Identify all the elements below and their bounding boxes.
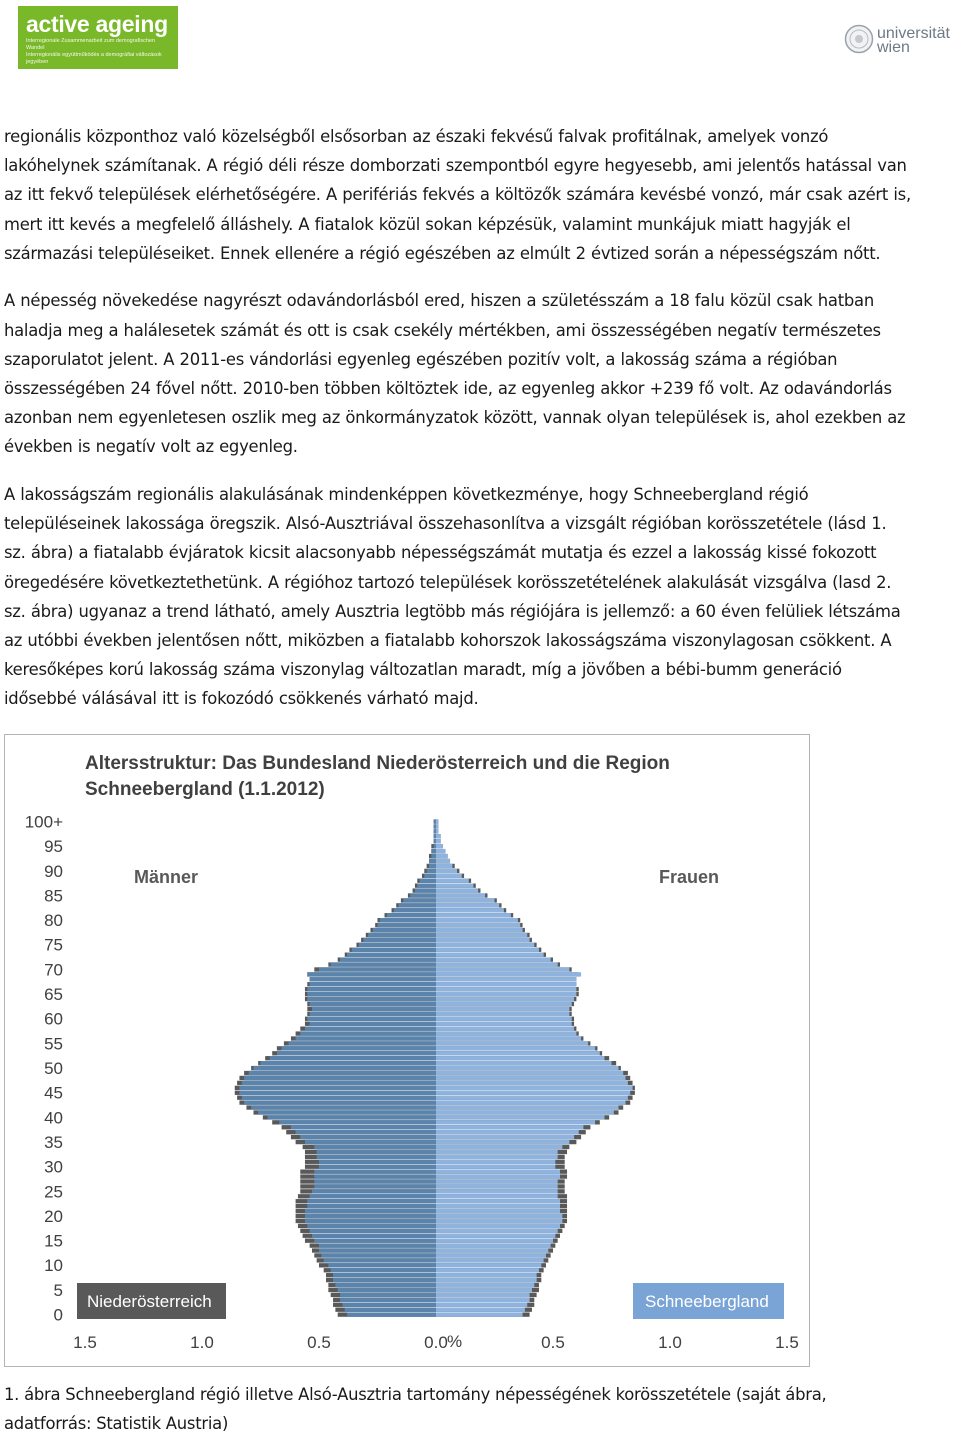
bar-schneebergland-men <box>359 943 436 947</box>
bar-schneebergland-men <box>310 982 436 986</box>
bar-schneebergland-men <box>305 1219 436 1223</box>
bar-schneebergland-women <box>436 1115 604 1119</box>
y-tick-label: 60 <box>44 1009 63 1029</box>
y-tick-label: 35 <box>44 1133 63 1152</box>
population-pyramid-chart <box>5 735 809 1366</box>
bar-schneebergland-men <box>300 1135 436 1139</box>
logo-tagline-1: Interregionale Zusammenarbeit zum demografischen Wandel <box>26 38 156 51</box>
bar-schneebergland-women <box>436 1026 574 1030</box>
bar-schneebergland-women <box>436 1081 628 1085</box>
bar-schneebergland-men <box>296 1036 436 1040</box>
paragraph-line: A lakosságszám regionális alakulásának mindenképpen következménye, hogy Schneebergland régió <box>4 485 809 505</box>
bar-schneebergland-men <box>363 938 436 942</box>
bar-schneebergland-women <box>436 933 527 937</box>
bar-schneebergland-men <box>314 1145 436 1149</box>
bar-schneebergland-men <box>321 1253 436 1257</box>
y-tick-label: 0 <box>53 1305 63 1325</box>
paragraph-2 <box>4 286 954 461</box>
university-name-line-1: universität <box>877 25 950 42</box>
bar-schneebergland-men <box>335 1283 436 1287</box>
bar-schneebergland-women <box>436 864 452 868</box>
bar-schneebergland-women <box>436 1263 541 1267</box>
chart-title-line-1: Altersstruktur: Das Bundesland Niederösterreich und die Region <box>85 753 670 774</box>
bar-schneebergland-women <box>436 893 485 897</box>
bar-schneebergland-men <box>268 1115 436 1119</box>
bar-schneebergland-women <box>436 1091 630 1095</box>
paragraph-line: öregedésére következtethetünk. A régióhoz tartozó települések korösszetételének alakulását vizsgálva (lasd 2. <box>4 572 892 592</box>
bar-schneebergland-men <box>312 1007 436 1011</box>
bar-schneebergland-men <box>300 1031 436 1035</box>
bar-schneebergland-men <box>328 1263 436 1267</box>
active-ageing-logo <box>18 6 178 69</box>
bar-schneebergland-women <box>436 819 438 823</box>
bar-schneebergland-men <box>331 962 436 966</box>
bar-schneebergland-women <box>436 982 576 986</box>
bar-schneebergland-women <box>436 1145 562 1149</box>
bar-schneebergland-women <box>436 1076 626 1080</box>
bar-schneebergland-men <box>270 1056 436 1060</box>
paragraph-line: az utóbbi években jelentősen nőtt, miközben a fiatalabb kohorszok lakosságszáma viszonylagosan csökkent. A <box>4 631 892 651</box>
bar-schneebergland-women <box>436 923 520 927</box>
bar-schneebergland-men <box>434 839 436 843</box>
bar-schneebergland-men <box>310 1194 436 1198</box>
bar-schneebergland-men <box>380 918 436 922</box>
bar-schneebergland-women <box>436 1041 588 1045</box>
bar-schneebergland-women <box>436 879 469 883</box>
bar-schneebergland-men <box>307 1204 436 1208</box>
legend-niederosterreich <box>77 1283 226 1319</box>
y-tick-label: 65 <box>44 985 63 1004</box>
bar-schneebergland-women <box>436 1071 623 1075</box>
bar-schneebergland-men <box>434 824 436 828</box>
bar-schneebergland-women <box>436 928 523 932</box>
caption-line-1: 1. ábra Schneebergland régió illetve Alsó-Ausztria tartomány népességének korösszetétele (saját ábra, <box>4 1385 827 1404</box>
bar-schneebergland-men <box>434 844 436 848</box>
body-text <box>4 122 954 732</box>
x-tick-label: 1.0 <box>190 1333 214 1352</box>
bar-schneebergland-men <box>340 957 436 961</box>
bar-schneebergland-women <box>436 898 495 902</box>
y-tick-label: 100+ <box>24 812 63 832</box>
y-tick-label: 70 <box>44 960 63 980</box>
bar-schneebergland-women <box>436 1066 619 1070</box>
bar-schneebergland-men <box>314 1184 436 1188</box>
bar-schneebergland-men <box>305 1140 436 1144</box>
bar-schneebergland-men <box>305 1209 436 1213</box>
bar-schneebergland-women <box>436 1298 530 1302</box>
bar-schneebergland-men <box>429 864 436 868</box>
bar-schneebergland-women <box>436 1268 539 1272</box>
paragraph-line: haladja meg a halálesetek számát és ott is csak csekély mértékben, ami összességében negatív természetes <box>4 320 881 340</box>
bar-schneebergland-women <box>436 1096 628 1100</box>
bar-schneebergland-women <box>436 1135 574 1139</box>
bar-schneebergland-men <box>333 1273 436 1277</box>
bar-schneebergland-women <box>436 997 574 1001</box>
bar-schneebergland-men <box>387 913 436 917</box>
y-tick-label: 10 <box>44 1256 63 1276</box>
bar-schneebergland-men <box>310 1229 436 1233</box>
bar-schneebergland-women <box>436 1229 558 1233</box>
bar-schneebergland-men <box>434 834 436 838</box>
y-tick-label: 50 <box>44 1059 63 1078</box>
bar-schneebergland-women <box>436 1194 558 1198</box>
legend-schneebergland-label: Schneebergland <box>645 1292 769 1311</box>
bar-schneebergland-women <box>436 962 558 966</box>
paragraph-line: településeinek lakossága öregszik. Alsó-Ausztriával összehasonlítva a vizsgált régióban korösszetétele (lásd 1. <box>4 514 887 534</box>
bar-schneebergland-men <box>347 953 436 957</box>
bar-schneebergland-men <box>279 1120 436 1124</box>
legend-schneebergland <box>633 1283 784 1319</box>
x-tick-label: 1.0 <box>658 1333 682 1352</box>
bar-schneebergland-women <box>436 1189 558 1193</box>
bar-schneebergland-men <box>307 972 436 976</box>
bar-schneebergland-men <box>403 898 436 902</box>
bar-schneebergland-men <box>239 1086 436 1090</box>
paragraph-line: sz. ábra) a fiatalabb évjáratok kicsit alacsonyabb népességszámát mutatja és ezzel a lakosság kissé fokozott <box>4 543 877 563</box>
bar-schneebergland-women <box>436 1061 612 1065</box>
chart-title-line-2: Schneebergland (1.1.2012) <box>85 779 325 800</box>
bar-schneebergland-men <box>338 1288 436 1292</box>
bar-schneebergland-men <box>415 888 436 892</box>
paragraph-line: sz. ábra) ugyanaz a trend látható, amely Ausztria legtöbb más régiójára is jellemző: a 60 éven felüliek létszáma <box>4 601 901 621</box>
bar-schneebergland-women <box>436 1243 551 1247</box>
x-axis-unit: % <box>447 1332 463 1351</box>
paragraph-line: szaporulatot jelent. A 2011-es vándorlási egyenleg egészében pozitív volt, a lakosság száma a régióban <box>4 349 838 369</box>
bar-schneebergland-men <box>410 893 436 897</box>
women-label: Frauen <box>659 867 720 887</box>
bar-schneebergland-women <box>436 1051 600 1055</box>
y-tick-label: 30 <box>44 1157 63 1177</box>
bar-schneebergland-women <box>436 1046 595 1050</box>
paragraph-line: mert itt kevés a megfelelő álláshely. A fiatalok közül sokan képzésük, valamint munkájuk miatt hagyják el <box>4 214 851 234</box>
bar-schneebergland-women <box>436 987 576 991</box>
bar-schneebergland-men <box>307 1224 436 1228</box>
bar-schneebergland-men <box>420 879 436 883</box>
bar-schneebergland-men <box>319 1165 436 1169</box>
bar-schneebergland-women <box>436 1105 619 1109</box>
bar-schneebergland-women <box>436 1283 534 1287</box>
bar-schneebergland-women <box>436 1184 558 1188</box>
x-tick-label: 1.5 <box>775 1333 799 1352</box>
y-tick-label: 25 <box>44 1182 63 1202</box>
bar-schneebergland-men <box>277 1051 436 1055</box>
bar-schneebergland-women <box>436 992 576 996</box>
bar-schneebergland-women <box>436 1169 560 1173</box>
bar-schneebergland-men <box>305 1026 436 1030</box>
y-tick-label: 90 <box>44 861 63 881</box>
pyramid-bars <box>235 819 635 1316</box>
bar-schneebergland-men <box>347 1312 436 1316</box>
bar-schneebergland-women <box>436 908 504 912</box>
bar-schneebergland-men <box>307 1017 436 1021</box>
paragraph-line: idősebbé válásával itt is fokozódó csökkenés várható majd. <box>4 689 479 709</box>
bar-schneebergland-women <box>436 1312 523 1316</box>
bar-schneebergland-men <box>319 967 436 971</box>
bar-schneebergland-men <box>310 1012 436 1016</box>
y-tick-label: 15 <box>44 1231 63 1251</box>
bar-schneebergland-men <box>282 1046 436 1050</box>
bar-schneebergland-women <box>436 918 518 922</box>
bar-schneebergland-men <box>429 859 436 863</box>
bar-schneebergland-women <box>436 1056 604 1060</box>
y-tick-label: 80 <box>44 911 63 931</box>
university-name-line-2: wien <box>877 39 910 56</box>
bar-schneebergland-men <box>378 923 437 927</box>
legend-niederosterreich-label: Niederösterreich <box>87 1292 212 1311</box>
bar-schneebergland-men <box>424 874 436 878</box>
y-axis-ticks <box>25 813 63 1325</box>
logo-tagline-2: Interregionális együttműködés a demográfiai változások jegyében <box>26 52 162 65</box>
bar-schneebergland-men <box>319 1248 436 1252</box>
bar-schneebergland-men <box>312 1189 436 1193</box>
bar-schneebergland-men <box>352 948 436 952</box>
bar-schneebergland-women <box>436 1199 560 1203</box>
bar-schneebergland-women <box>436 1022 572 1026</box>
page-header <box>0 0 960 80</box>
bar-schneebergland-men <box>310 1022 436 1026</box>
bar-schneebergland-men <box>417 884 436 888</box>
bar-schneebergland-women <box>436 1140 569 1144</box>
bar-schneebergland-men <box>244 1100 436 1104</box>
bar-schneebergland-women <box>436 1288 532 1292</box>
bar-schneebergland-men <box>307 987 436 991</box>
bar-schneebergland-women <box>436 1224 560 1228</box>
bar-schneebergland-women <box>436 1308 525 1312</box>
bar-schneebergland-men <box>394 908 436 912</box>
bar-schneebergland-women <box>436 884 473 888</box>
bar-schneebergland-men <box>244 1076 436 1080</box>
bar-schneebergland-women <box>436 829 438 833</box>
x-tick-label: 0.5 <box>307 1333 331 1352</box>
y-tick-label: 20 <box>44 1206 63 1226</box>
bar-schneebergland-men <box>242 1096 436 1100</box>
bar-schneebergland-women <box>436 953 544 957</box>
bar-schneebergland-men <box>310 977 436 981</box>
y-tick-label: 75 <box>44 935 63 955</box>
logo-wordmark: active ageing <box>26 11 168 37</box>
bar-schneebergland-men <box>314 1179 436 1183</box>
bar-schneebergland-women <box>436 1017 572 1021</box>
bar-schneebergland-men <box>258 1110 436 1114</box>
bar-schneebergland-women <box>436 957 551 961</box>
bar-schneebergland-women <box>436 1253 546 1257</box>
bar-schneebergland-women <box>436 1248 548 1252</box>
bar-schneebergland-women <box>436 938 530 942</box>
bar-schneebergland-women <box>436 1130 579 1134</box>
bar-schneebergland-women <box>436 1165 555 1169</box>
bar-schneebergland-women <box>436 1204 560 1208</box>
bar-schneebergland-women <box>436 888 478 892</box>
bar-schneebergland-men <box>305 1214 436 1218</box>
bar-schneebergland-men <box>251 1105 436 1109</box>
paragraph-line: A népesség növekedése nagyrészt odavándorlásból ered, hiszen a születésszám a 18 falu közül csak hatban <box>4 291 874 311</box>
bar-schneebergland-men <box>368 933 436 937</box>
bar-schneebergland-men <box>434 819 436 823</box>
caption-line-2: adatforrás: Statistik Austria) <box>4 1414 229 1434</box>
population-pyramid-figure <box>4 734 810 1367</box>
bar-schneebergland-women <box>436 1239 553 1243</box>
bar-schneebergland-men <box>324 1258 436 1262</box>
bar-schneebergland-women <box>436 903 499 907</box>
bar-schneebergland-women <box>436 1125 583 1129</box>
bar-schneebergland-men <box>431 854 436 858</box>
bar-schneebergland-men <box>307 1199 436 1203</box>
bar-schneebergland-men <box>342 1303 436 1307</box>
bar-schneebergland-women <box>436 967 569 971</box>
bar-schneebergland-women <box>436 977 576 981</box>
y-tick-label: 85 <box>44 886 63 906</box>
bar-schneebergland-women <box>436 1219 562 1223</box>
bar-schneebergland-men <box>307 997 436 1001</box>
bar-schneebergland-women <box>436 1007 569 1011</box>
bar-schneebergland-men <box>296 1130 436 1134</box>
paragraph-line: években is negatív volt az egyenleg. <box>4 437 298 457</box>
bar-schneebergland-women <box>436 1174 560 1178</box>
paragraph-line: lakóhelynek számítanak. A régió déli része domborzati szempontból egyre hegyesebb, ami jelentős hatással van <box>4 156 907 176</box>
bar-schneebergland-men <box>314 1174 436 1178</box>
bar-schneebergland-women <box>436 859 450 863</box>
paragraph-line: azonban nem egyenletesen oszlik meg az önkormányzatok között, vannak olyan települések is, ahol ezekben az <box>4 408 906 428</box>
x-tick-label: 0.5 <box>541 1333 565 1352</box>
bar-schneebergland-men <box>242 1081 436 1085</box>
bar-schneebergland-women <box>436 824 438 828</box>
bar-schneebergland-women <box>436 1278 537 1282</box>
bar-schneebergland-women <box>436 1100 626 1104</box>
bar-schneebergland-men <box>434 829 436 833</box>
bar-schneebergland-women <box>436 844 443 848</box>
y-tick-label: 95 <box>44 837 63 857</box>
bar-schneebergland-women <box>436 1160 555 1164</box>
bar-schneebergland-women <box>436 1120 595 1124</box>
bar-schneebergland-women <box>436 849 445 853</box>
bar-schneebergland-men <box>249 1071 436 1075</box>
bar-schneebergland-women <box>436 1209 560 1213</box>
paragraph-line: regionális központhoz való közelségből elsősorban az északi fekvésű falvak profitálnak, amelyek vonzó <box>4 127 829 146</box>
bar-schneebergland-men <box>333 1278 436 1282</box>
y-tick-label: 45 <box>44 1083 63 1103</box>
bar-schneebergland-men <box>253 1066 436 1070</box>
bar-schneebergland-men <box>319 1243 436 1247</box>
university-name <box>877 27 950 55</box>
paragraph-3 <box>4 480 954 714</box>
bar-schneebergland-men <box>340 1293 436 1297</box>
y-tick-label: 5 <box>53 1280 63 1300</box>
paragraph-1 <box>4 122 954 268</box>
y-tick-label: 55 <box>44 1034 63 1054</box>
paragraph-line: keresőképes korú lakosság száma viszonylag változatlan maradt, míg a jövőben a bébi-bumm generáció <box>4 660 842 680</box>
bar-schneebergland-women <box>436 943 534 947</box>
bar-schneebergland-women <box>436 913 511 917</box>
x-axis-ticks <box>73 1333 799 1352</box>
bar-schneebergland-women <box>436 1303 527 1307</box>
bar-schneebergland-women <box>436 1234 555 1238</box>
bar-schneebergland-men <box>314 1239 436 1243</box>
bar-schneebergland-men <box>431 849 436 853</box>
bar-schneebergland-men <box>331 1268 436 1272</box>
bar-schneebergland-men <box>307 992 436 996</box>
bar-schneebergland-women <box>436 948 539 952</box>
men-label: Männer <box>134 867 199 887</box>
bar-schneebergland-women <box>436 1012 569 1016</box>
bar-schneebergland-women <box>436 1258 544 1262</box>
bar-schneebergland-men <box>317 1150 436 1154</box>
paragraph-line: összességében 24 fővel nőtt. 2010-ben többen költöztek ide, az egyenleg akkor +239 fő volt. Az odavándorlás <box>4 379 892 399</box>
bar-schneebergland-women <box>436 834 441 838</box>
bar-schneebergland-men <box>317 1155 436 1159</box>
bar-schneebergland-women <box>436 1179 558 1183</box>
figure-caption <box>4 1380 954 1438</box>
bar-schneebergland-women <box>436 1036 581 1040</box>
bar-schneebergland-women <box>436 1150 558 1154</box>
bar-schneebergland-men <box>291 1125 436 1129</box>
bar-schneebergland-women <box>436 1110 614 1114</box>
bar-schneebergland-men <box>340 1298 436 1302</box>
paragraph-line: az itt fekvő települések elérhetőségére. A perifériás fekvés a költözők számára kevésbé vonzó, már csak azért is, <box>4 185 911 205</box>
x-tick-label: 0.0 <box>424 1333 448 1352</box>
bar-schneebergland-men <box>427 869 436 873</box>
bar-schneebergland-women <box>436 1002 572 1006</box>
bar-schneebergland-women <box>436 972 581 976</box>
bar-schneebergland-men <box>289 1041 436 1045</box>
bar-schneebergland-women <box>436 839 441 843</box>
bar-schneebergland-men <box>314 1169 436 1173</box>
bar-schneebergland-men <box>239 1091 436 1095</box>
bar-schneebergland-women <box>436 1155 558 1159</box>
paragraph-line: származási településeiket. Ennek ellenére a régió egészében az elmúlt 2 évtized során a népességszám nőtt. <box>4 243 881 263</box>
university-seal-icon <box>844 24 874 54</box>
bar-schneebergland-men <box>312 1234 436 1238</box>
bar-schneebergland-men <box>399 903 436 907</box>
bar-schneebergland-women <box>436 1086 633 1090</box>
bar-schneebergland-women <box>436 1031 576 1035</box>
y-tick-label: 40 <box>44 1108 63 1128</box>
bar-schneebergland-men <box>373 928 436 932</box>
universitat-wien-logo <box>844 24 954 64</box>
bar-schneebergland-men <box>261 1061 437 1065</box>
x-tick-label: 1.5 <box>73 1333 97 1352</box>
bar-schneebergland-women <box>436 1293 530 1297</box>
bar-schneebergland-women <box>436 1214 562 1218</box>
bar-schneebergland-women <box>436 874 462 878</box>
bar-schneebergland-men <box>345 1308 436 1312</box>
bar-schneebergland-women <box>436 1273 537 1277</box>
bar-schneebergland-men <box>310 1002 436 1006</box>
bar-schneebergland-women <box>436 869 457 873</box>
bar-schneebergland-women <box>436 854 448 858</box>
bar-schneebergland-men <box>319 1160 436 1164</box>
